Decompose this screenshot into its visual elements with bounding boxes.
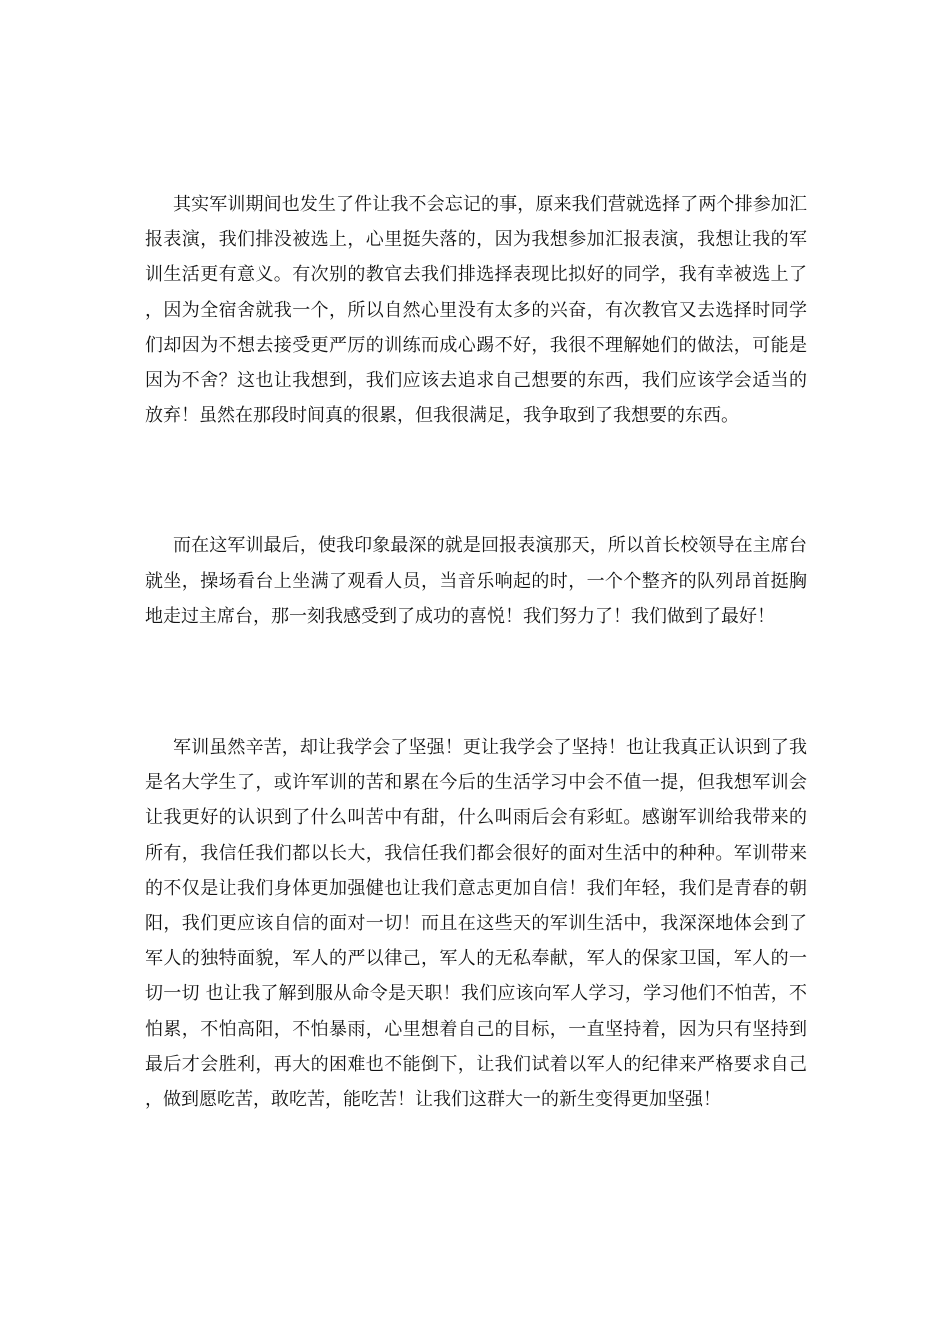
paragraph-2: 而在这军训最后，使我印象最深的就是回报表演那天，所以首长校领导在主席台就坐，操场看台上坐满了观看人员，当音乐响起的时，一个个整齐的队列昂首挺胸地走过主席台，那一刻我感受到了成功的喜悦！我们努力了！我们做到了最好！	[145, 535, 807, 627]
paragraph-3: 军训虽然辛苦，却让我学会了坚强！更让我学会了坚持！也让我真正认识到了我是名大学生了，或许军训的苦和累在今后的生活学习中会不值一提，但我想军训会让我更好的认识到了什么叫苦中有甜，什么叫雨后会有彩虹。感谢军训给我带来的所有，我信任我们都以长大，我信任我们都会很好的面对生活中的种种。军训带来的不仅是让我们身体更加强健也让我们意志更加自信！我们年轻，我们是青春的朝阳，我们更应该自信的面对一切！而且在这些天的军训生活中，我深深地体会到了军人的独特面貌，军人的严以律己，军人的无私奉献，军人的保家卫国，军人的一切一切 也让我了解到服从命令是天职！我们应该向军人学习，学习他们不怕苦，不怕累，不怕高阳，不怕暴雨，心里想着自己的目标，一直坚持着，因为只有坚持到最后才会胜利，再大的困难也不能倒下，让我们试着以军人的纪律来严格要求自己，做到愿吃苦，敢吃苦，能吃苦！让我们这群大一的新生变得更加坚强！	[145, 737, 807, 1111]
paragraph-1: 其实军训期间也发生了件让我不会忘记的事，原来我们营就选择了两个排参加汇报表演，我们排没被选上，心里挺失落的，因为我想参加汇报表演，我想让我的军训生活更有意义。有次别的教官去我们排选择表现比拟好的同学，我有幸被选上了，因为全宿舍就我一个，所以自然心里没有太多的兴奋，有次教官又去选择时同学们却因为不想去接受更严厉的训练而成心踢不好，我很不理解她们的做法，可能是因为不舍？这也让我想到，我们应该去追求自己想要的东西，我们应该学会适当的放弃！虽然在那段时间真的很累，但我很满足，我争取到了我想要的东西。	[145, 194, 807, 427]
document-body	[145, 187, 807, 1117]
